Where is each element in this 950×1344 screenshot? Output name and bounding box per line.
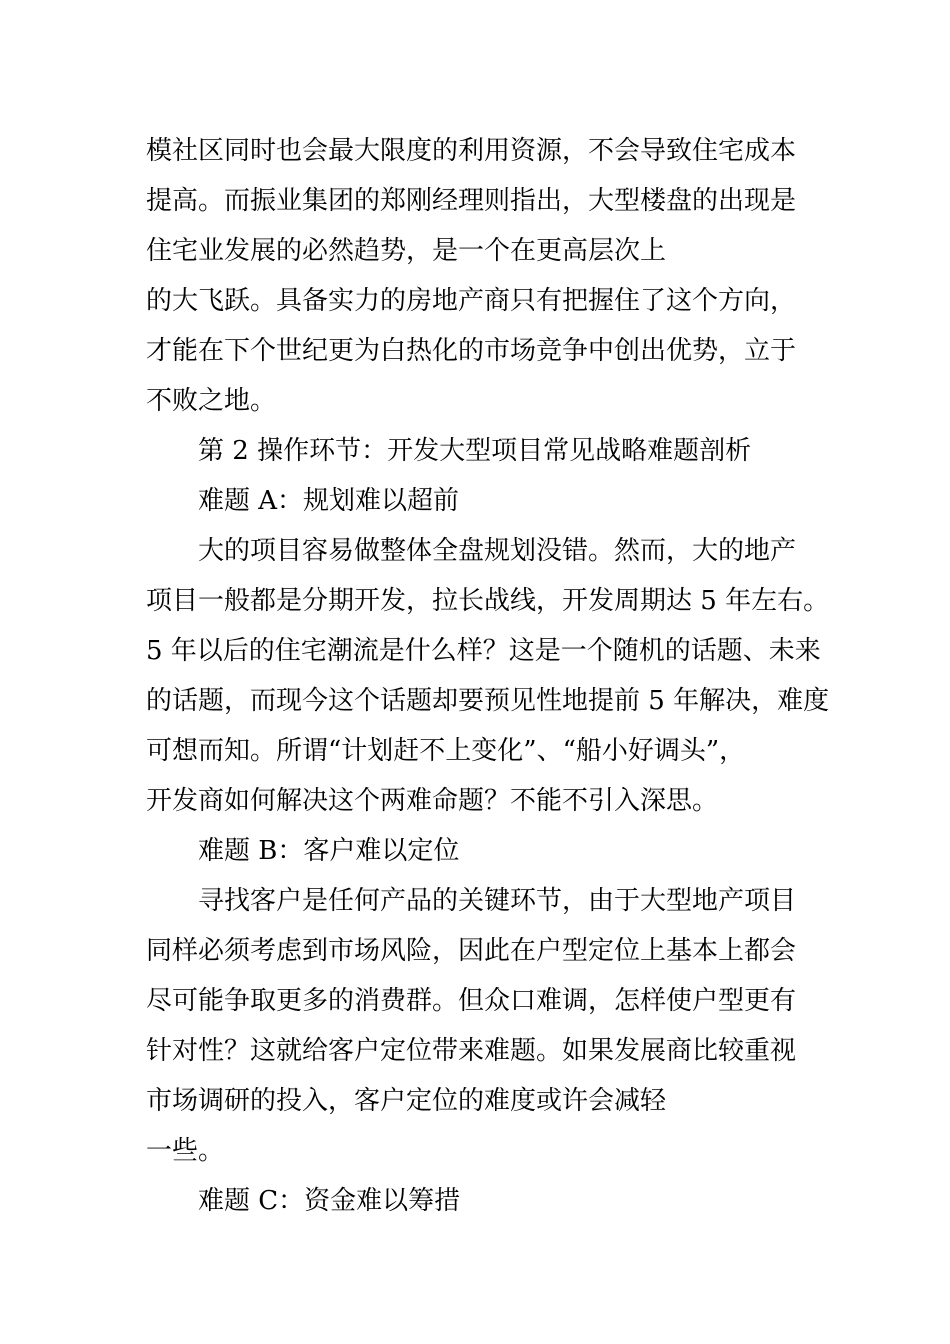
- text-line: 可想而知。所谓“计划赶不上变化”、“船小好调头”，: [146, 736, 746, 766]
- text-line: 项目一般都是分期开发，拉长战线，开发周期达 5 年左右。: [146, 586, 830, 616]
- text-line: 住宅业发展的必然趋势，是一个在更高层次上: [146, 236, 667, 266]
- text-line: 同样必须考虑到市场风险，因此在户型定位上基本上都会: [146, 936, 797, 966]
- text-line: 市场调研的投入，客户定位的难度或许会减轻: [146, 1086, 667, 1116]
- subheading-problem-b: 难题 B：客户难以定位: [198, 836, 460, 866]
- text-line: 5 年以后的住宅潮流是什么样？这是一个随机的话题、未来: [146, 636, 821, 666]
- text-line: 一些。: [146, 1136, 225, 1166]
- paragraph-start-line: 大的项目容易做整体全盘规划没错。然而，大的地产: [198, 536, 797, 566]
- subheading-problem-a: 难题 A：规划难以超前: [198, 486, 460, 516]
- subheading-problem-c: 难题 C：资金难以筹措: [198, 1186, 461, 1216]
- text-line: 提高。而振业集团的郑刚经理则指出，大型楼盘的出现是: [146, 186, 797, 216]
- text-line: 模社区同时也会最大限度的利用资源，不会导致住宅成本: [146, 136, 797, 166]
- text-line: 开发商如何解决这个两难命题？不能不引入深思。: [146, 786, 719, 816]
- document-body: [146, 126, 836, 1226]
- section-heading: 第 2 操作环节：开发大型项目常见战略难题剖析: [198, 436, 752, 466]
- text-line: 不败之地。: [146, 386, 277, 416]
- paragraph-start-line: 寻找客户是任何产品的关键环节，由于大型地产项目: [198, 886, 797, 916]
- text-line: 的话题，而现今这个话题却要预见性地提前 5 年解决，难度: [146, 686, 830, 716]
- text-line: 才能在下个世纪更为白热化的市场竞争中创出优势，立于: [146, 336, 797, 366]
- text-line: 的大飞跃。具备实力的房地产商只有把握住了这个方向，: [146, 286, 797, 316]
- text-line: 尽可能争取更多的消费群。但众口难调，怎样使户型更有: [146, 986, 797, 1016]
- text-line: 针对性？这就给客户定位带来难题。如果发展商比较重视: [146, 1036, 797, 1066]
